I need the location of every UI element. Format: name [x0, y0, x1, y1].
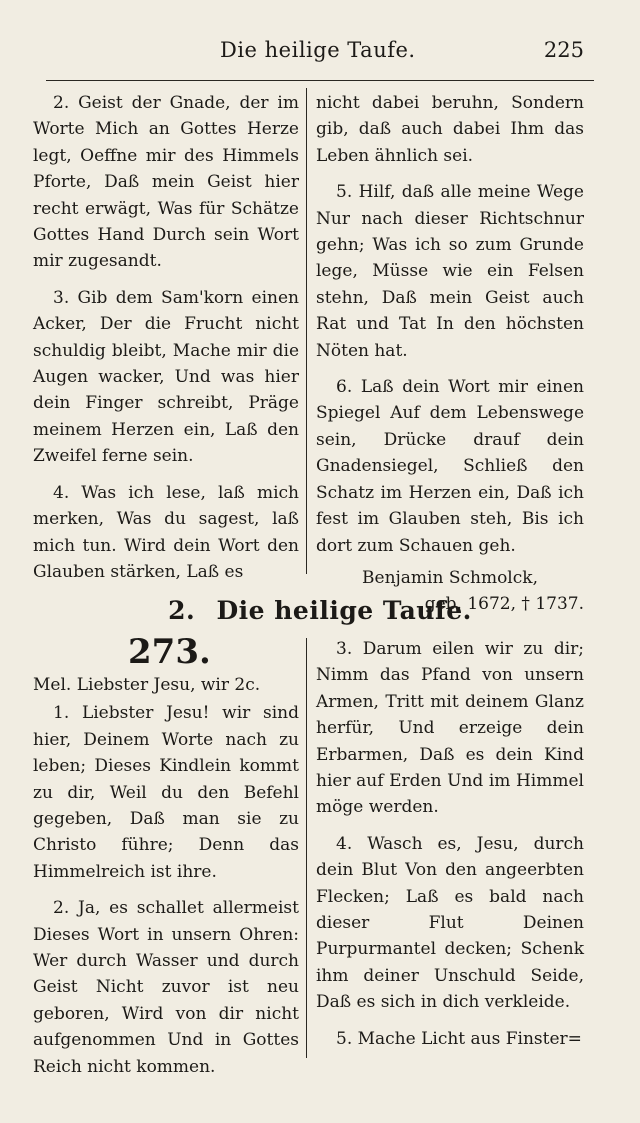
verse-5: 5. Hilf, daß alle meine Wege Nur nach dieser Richtschnur gehn; Was ich so zum Grunde lege, Müsse wie ein Felsen stehn, Daß mein Geist auch Rat und Tat In den höchsten Nöten hat. — [316, 182, 584, 361]
column-divider — [306, 88, 307, 574]
author-dates: geb. 1672, † 1737. — [424, 593, 584, 614]
upper-left-column — [33, 90, 299, 595]
hymn-verse-5: 5. Mache Licht aus Finster= — [336, 1028, 582, 1049]
hymn-right-column — [316, 636, 584, 1062]
verse-4: 4. Was ich lese, laß mich merken, Was du sagest, laß mich tun. Wird dein Wort den Glauben stärken, Laß es — [33, 482, 299, 582]
hymn-verse-4: 4. Wasch es, Jesu, durch dein Blut Von den angeerbten Flecken; Laß es bald nach dieser Flut Deinen Purpurmantel decken; Schenk ihm deiner Unschuld Seide, Daß es sich in dich verkleide. — [316, 833, 584, 1013]
hymn-verse-3: 3. Darum eilen wir zu dir; Nimm das Pfand von unsern Armen, Tritt mit deinem Glanz herfür, Und erzeige dein Erbarmen, Daß es dein Kind hier auf Erden Und im Himmel möge werden. — [316, 639, 584, 818]
verse-4-continuation: nicht dabei beruhn, Sondern gib, daß auch dabei Ihm das Leben ähnlich sei. — [316, 93, 584, 166]
hymn-number: 273. — [128, 632, 211, 672]
column-divider-lower — [306, 638, 307, 1058]
section-heading — [0, 593, 640, 625]
hymn-verse-1: 1. Liebster Jesu! wir sind hier, Deinem Worte nach zu leben; Dieses Kindlein kommt zu dir, Weil du den Befehl gegeben, Daß man sie zu Christo führe; Denn das Himmelreich ist ihre. — [33, 703, 299, 882]
melody-line: Mel. Liebster Jesu, wir 2c. — [33, 675, 261, 695]
section-number: 2. — [168, 596, 196, 625]
verse-2: 2. Geist der Gnade, der im Worte Mich an Gottes Herze legt, Oeffne mir des Himmels Pforte, Daß mein Geist hier recht erwägt, Was für Schätze Gottes Hand Durch sein Wort mir zugesandt. — [33, 93, 299, 272]
verse-6: 6. Laß dein Wort mir einen Spiegel Auf dem Lebenswege sein, Drücke drauf dein Gnadensiegel, Schließ den Schatz im Herzen ein, Daß ich fest im Glauben steh, Bis ich dort zum Schauen geh. — [316, 377, 584, 556]
page-number: 225 — [543, 38, 584, 62]
author-name: Benjamin Schmolck, — [362, 567, 538, 588]
upper-right-column — [316, 90, 584, 617]
section-title: Die heilige Taufe. — [216, 596, 472, 625]
running-title: Die heilige Taufe. — [220, 38, 416, 62]
hymn-verse-2: 2. Ja, es schallet allermeist Dieses Wort in unsern Ohren: Wer durch Wasser und durch Geist Nicht zuvor ist neu geboren, Wird von dir nicht aufgenommen Und in Gottes Reich nicht kommen. — [33, 898, 299, 1077]
header-rule — [46, 80, 594, 81]
page-header — [0, 38, 640, 78]
hymn-left-column — [33, 672, 299, 1090]
verse-3: 3. Gib dem Sam'korn einen Acker, Der die Frucht nicht schuldig bleibt, Mache mir die Augen wacker, Und was hier dein Finger schreibt, Präge meinem Herzen ein, Laß den Zweifel ferne sein. — [33, 287, 299, 467]
